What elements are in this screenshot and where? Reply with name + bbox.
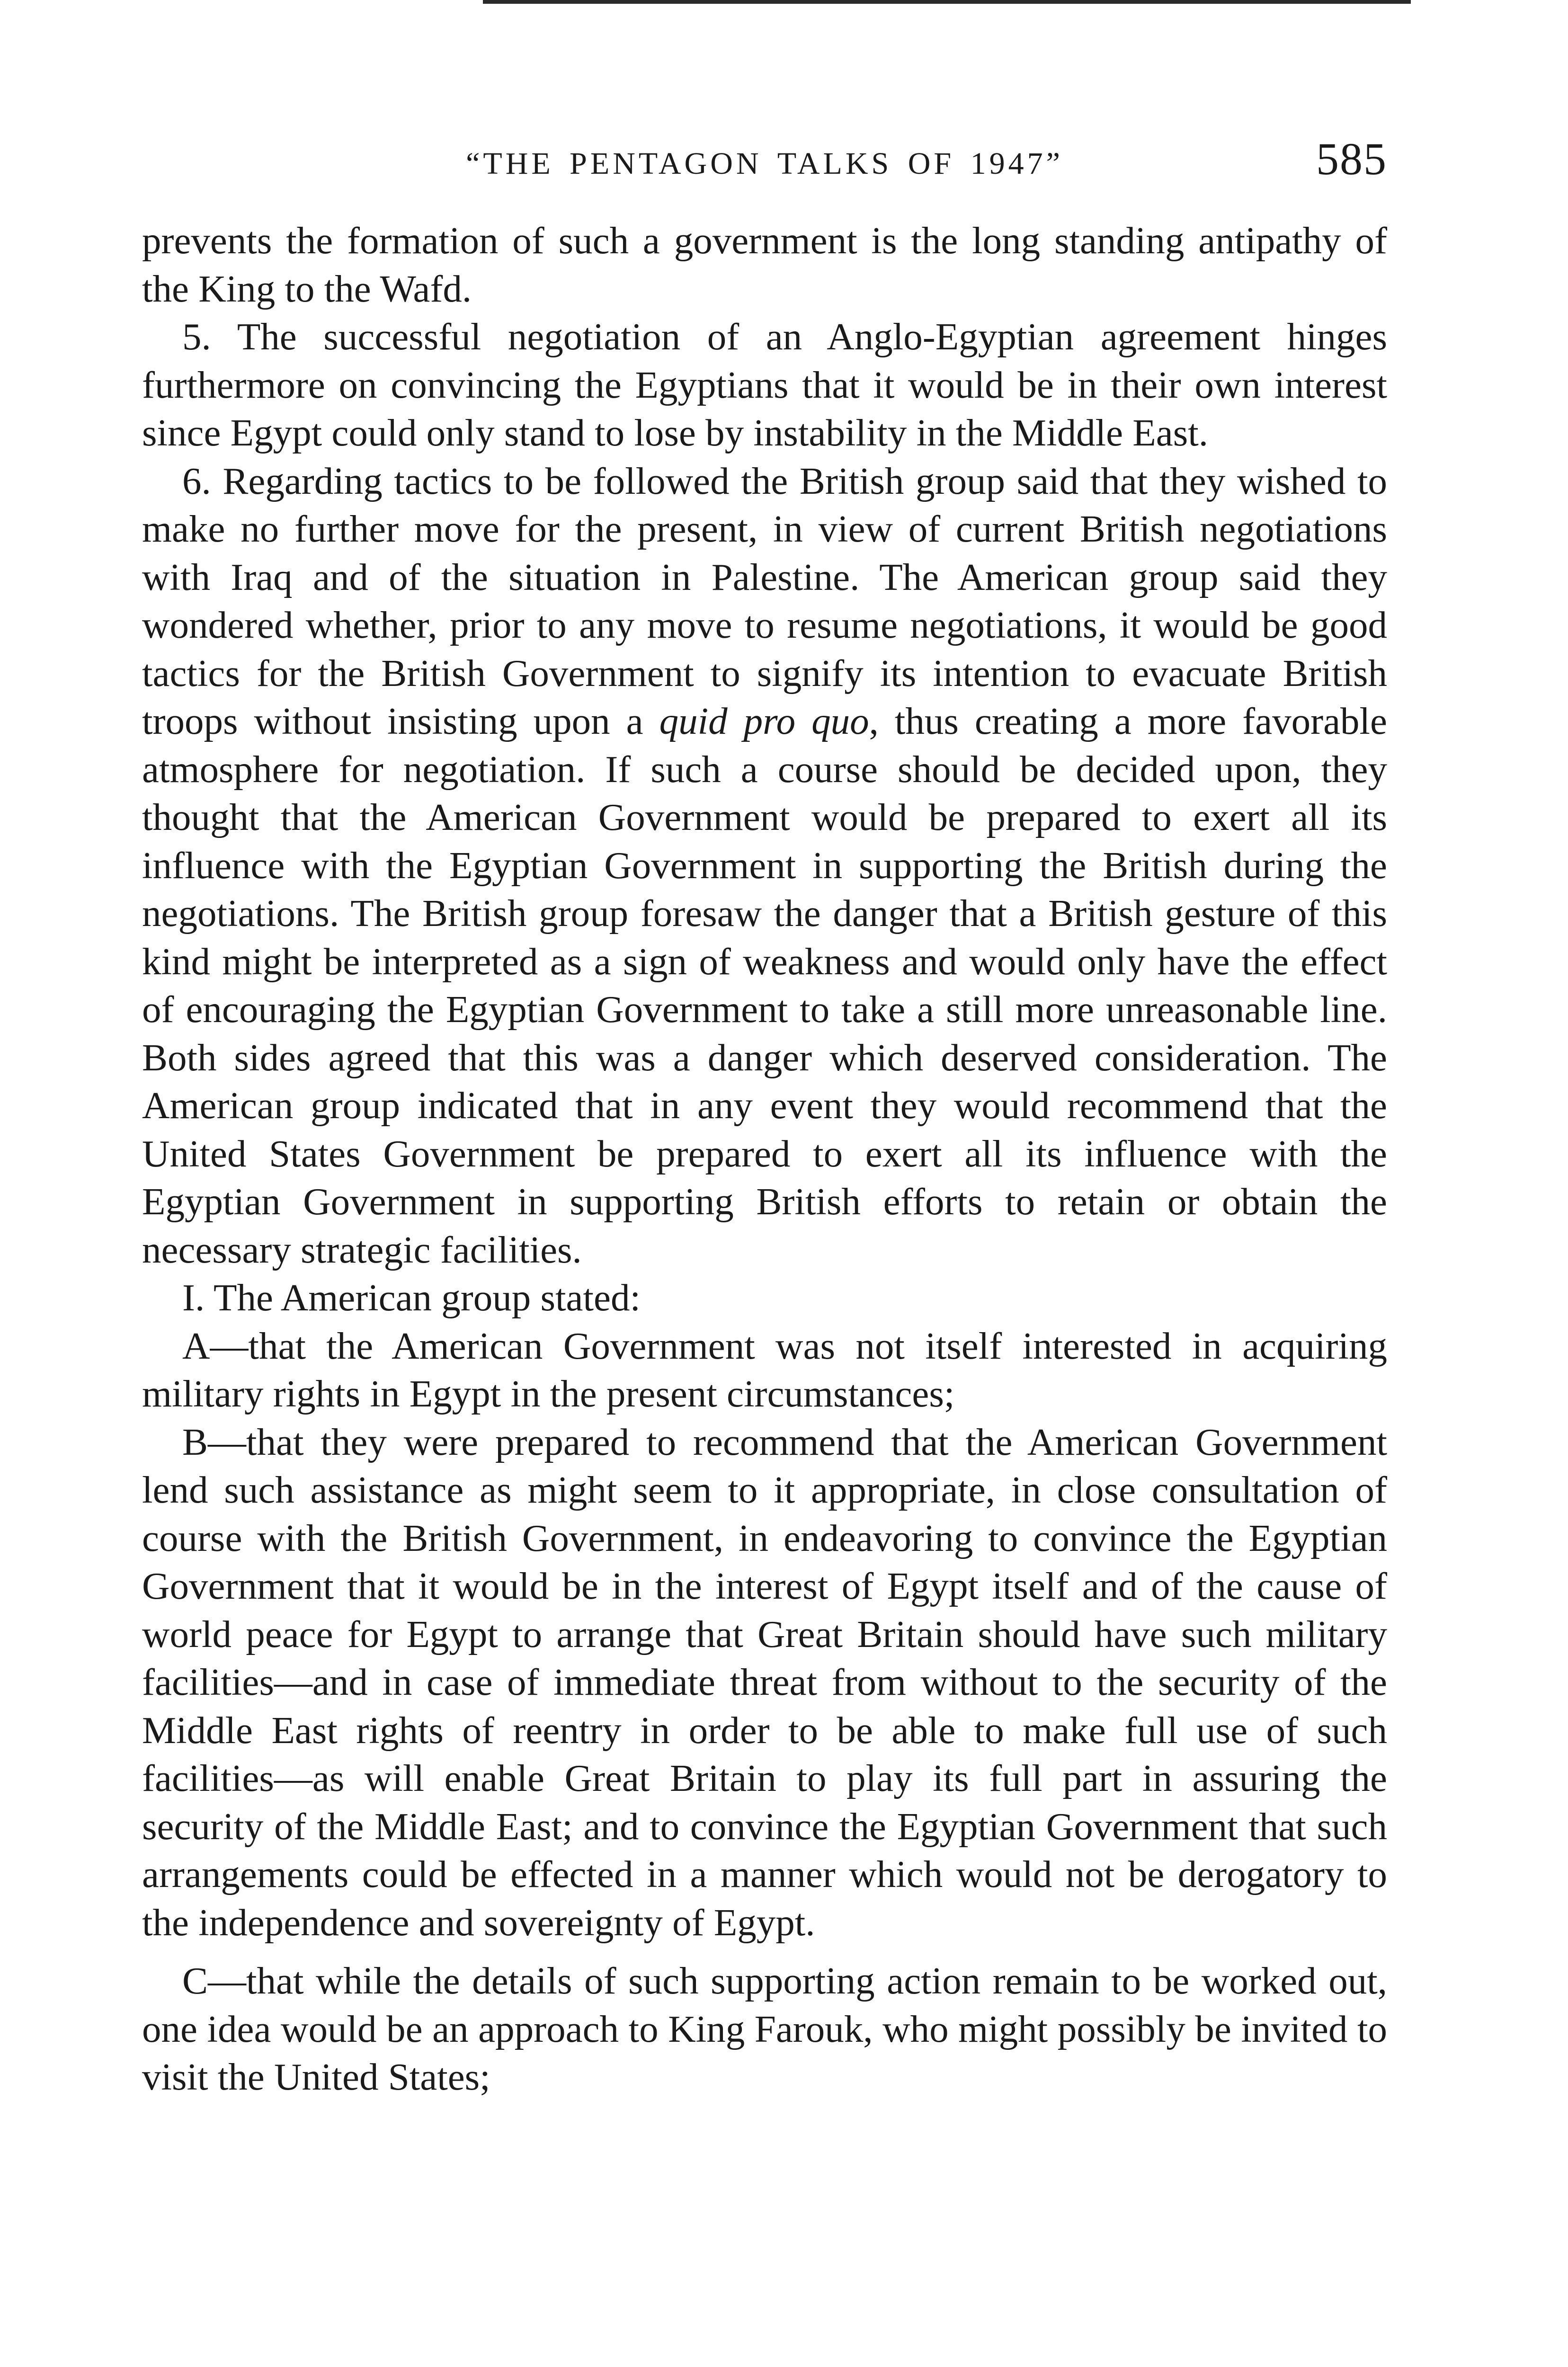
running-title: “THE PENTAGON TALKS OF 1947” [466,146,1063,181]
top-page-rule [483,0,1411,4]
paragraph-6-italic-phrase: quid pro quo [659,700,869,742]
paragraph-6-text-a: 6. Regarding tactics to be followed the British group said that they wished to make no further move for the present, in view of current British negotiations with Iraq and of the situation in Palestine. The American group said they wondered whether, prior to any move to resume negotiations, it would be good tactics for the British Government to signify its intention to evacuate British troops without insisting upon a [142,459,1387,742]
paragraph-A: A—that the American Government was not itself interested in acquiring military rights in Egypt in the present circumstances; [142,1324,1387,1415]
paragraph-C: C—that while the details of such supporting action remain to be worked out, one idea would be an approach to King Farouk, who might possibly be invited to visit the United States; [142,1959,1387,2098]
paragraph-continuation: prevents the formation of such a government is the long standing antipathy of the King to the Wafd. [142,219,1387,310]
paragraph-B: B—that they were prepared to recommend that the American Government lend such assistance as might seem to it appropriate, in close consultation of course with the British Government, in endeavoring to convince the Egyptian Government that it would be in the interest of Egypt itself and of the cause of world peace for Egypt to arrange that Great Britain should have such military facilities—and in case of immediate threat from without to the security of the Middle East rights of reentry in order to be able to make full use of such facilities—as will enable Great Britain to play its full part in assuring the security of the Middle East; and to convince the Egyptian Government that such arrangements could be effected in a manner which would not be derogatory to the independence and sovereignty of Egypt. [142,1420,1387,1944]
page-number: 585 [1316,133,1387,184]
running-header [142,128,1387,194]
paragraph-6-text-b: , thus creating a more favorable atmosphere for negotiation. If such a course should be decided upon, they thought that the American Government would be prepared to exert all its influence with the Egyptian Government in supporting the British during the negotiations. The British group foresaw the danger that a British gesture of this kind might be interpreted as a sign of weakness and would only have the effect of encouraging the Egyptian Government to take a still more unreasonable line. Both sides agreed that this was a danger which deserved consideration. The American group indicated that in any event they would recommend that the United States Government be prepared to exert all its influence with the Egyptian Government in supporting British efforts to retain or obtain the necessary strategic facilities. [142,700,1387,1271]
paragraph-5: 5. The successful negotiation of an Anglo-Egyptian agreement hinges furthermore on convincing the Egyptians that it would be in their own interest since Egypt could only stand to lose by instability in the Middle East. [142,315,1387,454]
paragraph-6 [142,457,1387,1274]
paragraph-I: I. The American group stated: [182,1276,641,1319]
body-text [142,217,1387,2101]
